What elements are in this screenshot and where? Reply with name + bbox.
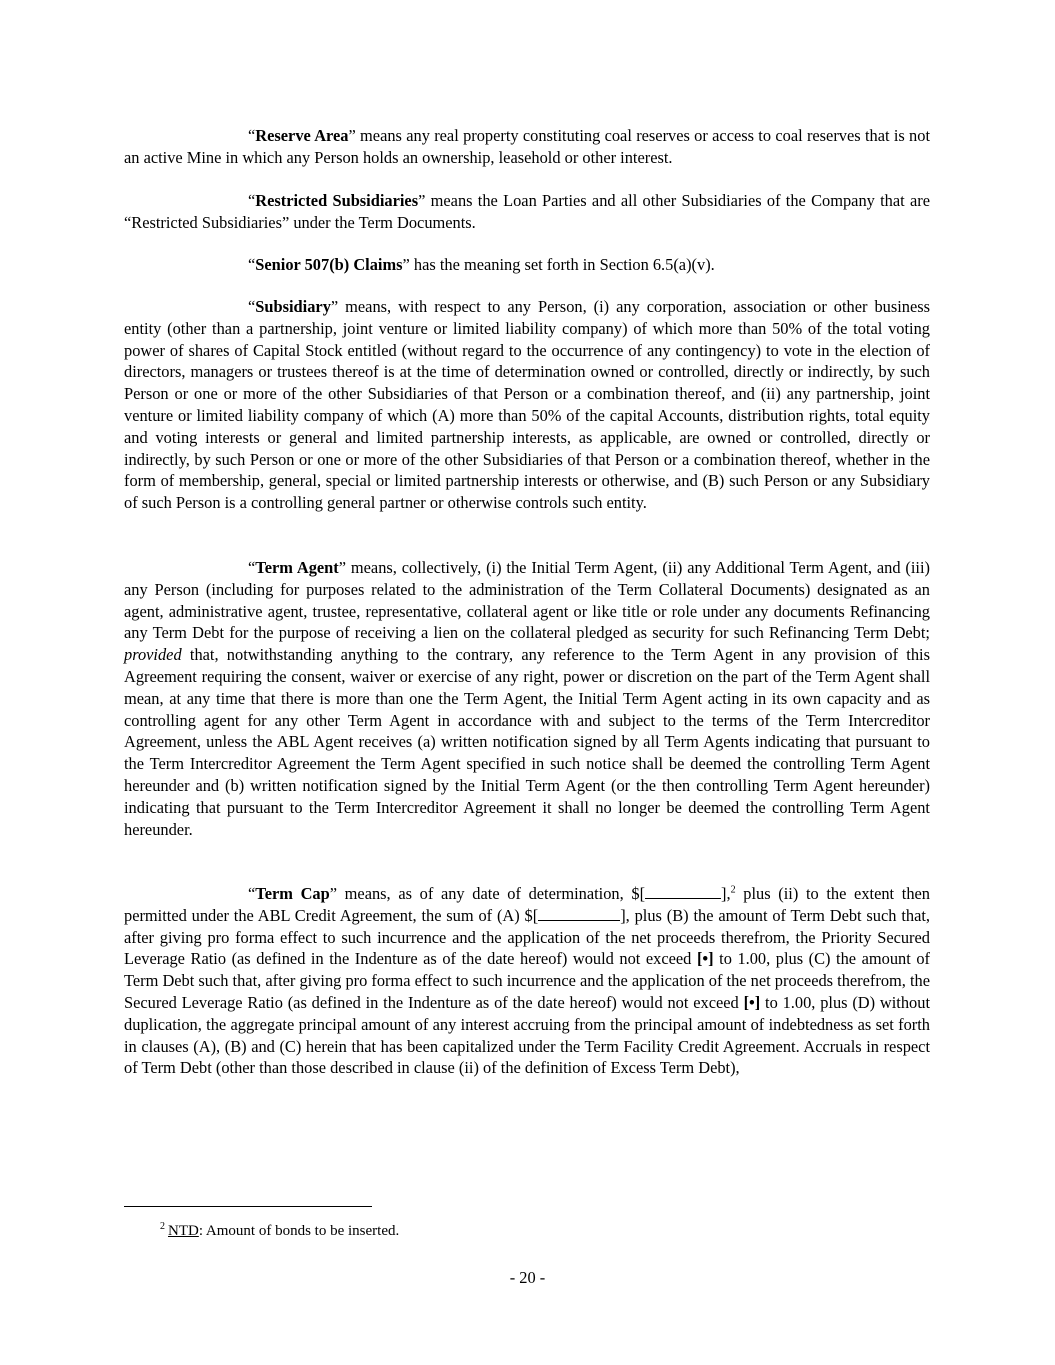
definition-senior-507b-claims: “Senior 507(b) Claims” has the meaning set forth in Section 6.5(a)(v). xyxy=(248,255,715,274)
provided-italic: provided xyxy=(124,645,182,665)
footnote-reference[interactable]: 2 xyxy=(730,884,736,896)
definition-text: to 1.00, plus (D) without duplication, the aggregate principal amount of any interest accruing from the principal amount of indebtedness as set forth in clauses (A), (B) and (C) herein that has been capitalized under the Term Facility Credit Agreement. Accruals in respect of Term Debt (other than those described in clause (ii) of the definition of Excess Term Debt), xyxy=(124,992,931,1078)
footnote-text: : Amount of bonds to be inserted. xyxy=(198,1223,400,1239)
definition-text-continued: that, notwithstanding anything to the contrary, any reference to the Term Agent in any provision of this Agreement requiring the consent, waiver or exercise of any right, power or discretion on the part of the Term Agent shall mean, at any time that there is more than one the Term Agent, the Initial Term Agent acting in its own capacity and as controlling agent for any other Term Agent in accordance with and subject to the terms of the Term Intercreditor Agreement, unless the ABL Agent receives (a) written notification signed by all Term Agents indicating that pursuant to the Term Intercreditor Agreement the Term Agent specified in such notice shall be deemed the controlling Term Agent hereunder and (b) written notification signed by the Initial Term Agent (or the then controlling Term Agent hereunder) indicating that pursuant to the Term Intercreditor Agreement it shall no longer be deemed the controlling Term Agent hereunder. xyxy=(124,645,930,839)
definition-term-cap: “Term Cap” means, as of any date of determination, $[ ],$^2$ plus (ii) to the extent then permitted under the ABL Credit Agreement, the sum of (A) $[ ], plus (B) the amount of Term Debt such that, after giving pro forma effect to such incurrence and the application of the net proceeds therefrom, the Priority Secured Leverage Ratio (as defined in the Indenture as of the date hereof) would not exceed [•] to 1.00, plus (C) the amount of Term Debt such that, after giving pro forma effect to such incurrence and the application of the net proceeds therefrom, the Secured Leverage Ratio (as defined in the Indenture as of the date hereof) would not exceed [•] to 1.00, plus (D) without duplication, the aggregate principal amount of any interest accruing from the principal amount of indebtedness as set forth in clauses (A), (B) and (C) herein that has been capitalized under the Term Facility Credit Agreement. Accruals in respect of Term Debt (other than those described in clause (ii) of the definition of Excess Term Debt), xyxy=(124,884,931,1078)
footnote-number: 2 xyxy=(160,1221,165,1232)
definition-text: plus (ii) to the extent then permitted under the ABL Credit Agreement, the sum of (A) $[ xyxy=(124,884,930,925)
defined-term: Term Cap xyxy=(255,884,330,903)
footnote-label: NTD xyxy=(168,1223,199,1239)
ratio-placeholder: [•] xyxy=(743,992,761,1012)
footnote-divider xyxy=(124,1206,372,1207)
definition-reserve-area: “Reserve Area” means any real property constituting coal reserves or access to coal reserves that is not an active Mine in which any Person holds an ownership, leasehold or other interest. xyxy=(124,126,930,167)
definition-text: ” means, with respect to any Person, (i) any corporation, association or other business entity (other than a partnership, joint venture or limited liability company) of which more than 50% of the total voting power of shares of Capital Stock entitled (without regard to the occurrence of any contingency) to vote in the election of directors, managers or trustees thereof is at the time of determination owned or controlled, directly or indirectly, by such Person or one or more of the other Subsidiaries of that Person or a combination thereof, and (ii) any partnership, joint venture or limited liability company of which (A) more than 50% of the capital Accounts, distribution rights, total equity and voting interests or general and limited partnership interests, as applicable, are owned or controlled, directly or indirectly, by such Person or one or more of the other Subsidiaries of that Person or a combination thereof, whether in the form of membership, general, special or limited partnership interests or otherwise, and (B) such Person or any Subsidiary of such Person is a controlling general partner or otherwise controls such entity. xyxy=(124,297,930,513)
definition-text: ], xyxy=(721,884,731,903)
defined-term: Restricted Subsidiaries xyxy=(255,191,419,210)
defined-term: Senior 507(b) Claims xyxy=(255,255,403,274)
ratio-placeholder: [•] xyxy=(696,949,714,969)
defined-term: Subsidiary xyxy=(255,297,331,316)
blank-amount-1 xyxy=(645,884,721,899)
definition-subsidiary: “Subsidiary” means, with respect to any Person, (i) any corporation, association or other business entity (other than a partnership, joint venture or limited liability company) of which more than 50% of the total voting power of shares of Capital Stock entitled (without regard to the occurrence of any contingency) to vote in the election of directors, managers or trustees thereof is at the time of determination owned or controlled, directly or indirectly, by such Person or one or more of the other Subsidiaries of that Person or a combination thereof, and (ii) any partnership, joint venture or limited liability company of which (A) more than 50% of the capital Accounts, distribution rights, total equity and voting interests or general and limited partnership interests, as applicable, are owned or controlled, directly or indirectly, by such Person or one or more of the other Subsidiaries of that Person or a combination thereof, whether in the form of membership, general, special or limited partnership interests or otherwise, and (B) such Person or any Subsidiary of such Person is a controlling general partner or otherwise controls such entity. xyxy=(124,297,930,513)
definition-text: to 1.00, plus (C) the amount of Term Debt such that, after giving pro forma effect to such incurrence and the application of the net proceeds therefrom, the Secured Leverage Ratio (as defined in the Indenture as of the date hereof) would not exceed xyxy=(124,949,930,1012)
defined-term: Term Agent xyxy=(255,558,339,577)
page-number: - 20 - xyxy=(509,1268,546,1287)
definition-term-agent: “Term Agent” means, collectively, (i) the Initial Term Agent, (ii) any Additional Term Agent, and (iii) any Person (including for purposes related to the administration of the Term Collateral Documents) designated as an agent, administrative agent, trustee, representative, collateral agent or like title or role under any documents Refinancing any Term Debt for the purpose of receiving a lien on the collateral pledged as security for such Refinancing Term Debt; provided that, notwithstanding anything to the contrary, any reference to the Term Agent in any provision of this Agreement requiring the consent, waiver or exercise of any right, power or discretion on the part of the Term Agent shall mean, at any time that there is more than one the Term Agent, the Initial Term Agent acting in its own capacity and as controlling agent for any other Term Agent in accordance with and subject to the terms of the Term Intercreditor Agreement, unless the ABL Agent receives (a) written notification signed by all Term Agents indicating that pursuant to the Term Intercreditor Agreement the Term Agent specified in such notice shall be deemed the controlling Term Agent hereunder and (b) written notification signed by the Initial Term Agent (or the then controlling Term Agent hereunder) indicating that pursuant to the Term Intercreditor Agreement it shall no longer be deemed the controlling Term Agent hereunder. xyxy=(124,558,930,839)
definition-text: ” means, collectively, (i) the Initial Term Agent, (ii) any Additional Term Agent, and (iii) any Person (including for purposes related to the administration of the Term Collateral Documents) designated as an agent, administrative agent, trustee, representative, collateral agent or like title or role under any documents Refinancing any Term Debt for the purpose of receiving a lien on the collateral pledged as security for such Refinancing Term Debt; xyxy=(124,558,930,643)
definition-text: ” means any real property constituting coal reserves or access to coal reserves that is not an active Mine in which any Person holds an ownership, leasehold or other interest. xyxy=(124,126,930,167)
definition-text: ” means the Loan Parties and all other Subsidiaries of the Company that are “Restricted Subsidiaries” under the Term Documents. xyxy=(124,191,930,232)
footnote xyxy=(160,1221,399,1241)
defined-term: Reserve Area xyxy=(255,126,349,145)
definition-text: ” means, as of any date of determination, $[ xyxy=(329,884,646,903)
blank-amount-2 xyxy=(538,906,620,921)
definition-text: ” has the meaning set forth in Section 6.5(a)(v). xyxy=(402,255,715,274)
definition-restricted-subsidiaries: “Restricted Subsidiaries” means the Loan Parties and all other Subsidiaries of the Company that are “Restricted Subsidiaries” under the Term Documents. xyxy=(124,191,930,232)
definition-text: ], plus (B) the amount of Term Debt such that, after giving pro forma effect to such incurrence and the application of the net proceeds therefrom, the Priority Secured Leverage Ratio (as defined in the Indenture as of the date hereof) would not exceed xyxy=(124,905,930,969)
